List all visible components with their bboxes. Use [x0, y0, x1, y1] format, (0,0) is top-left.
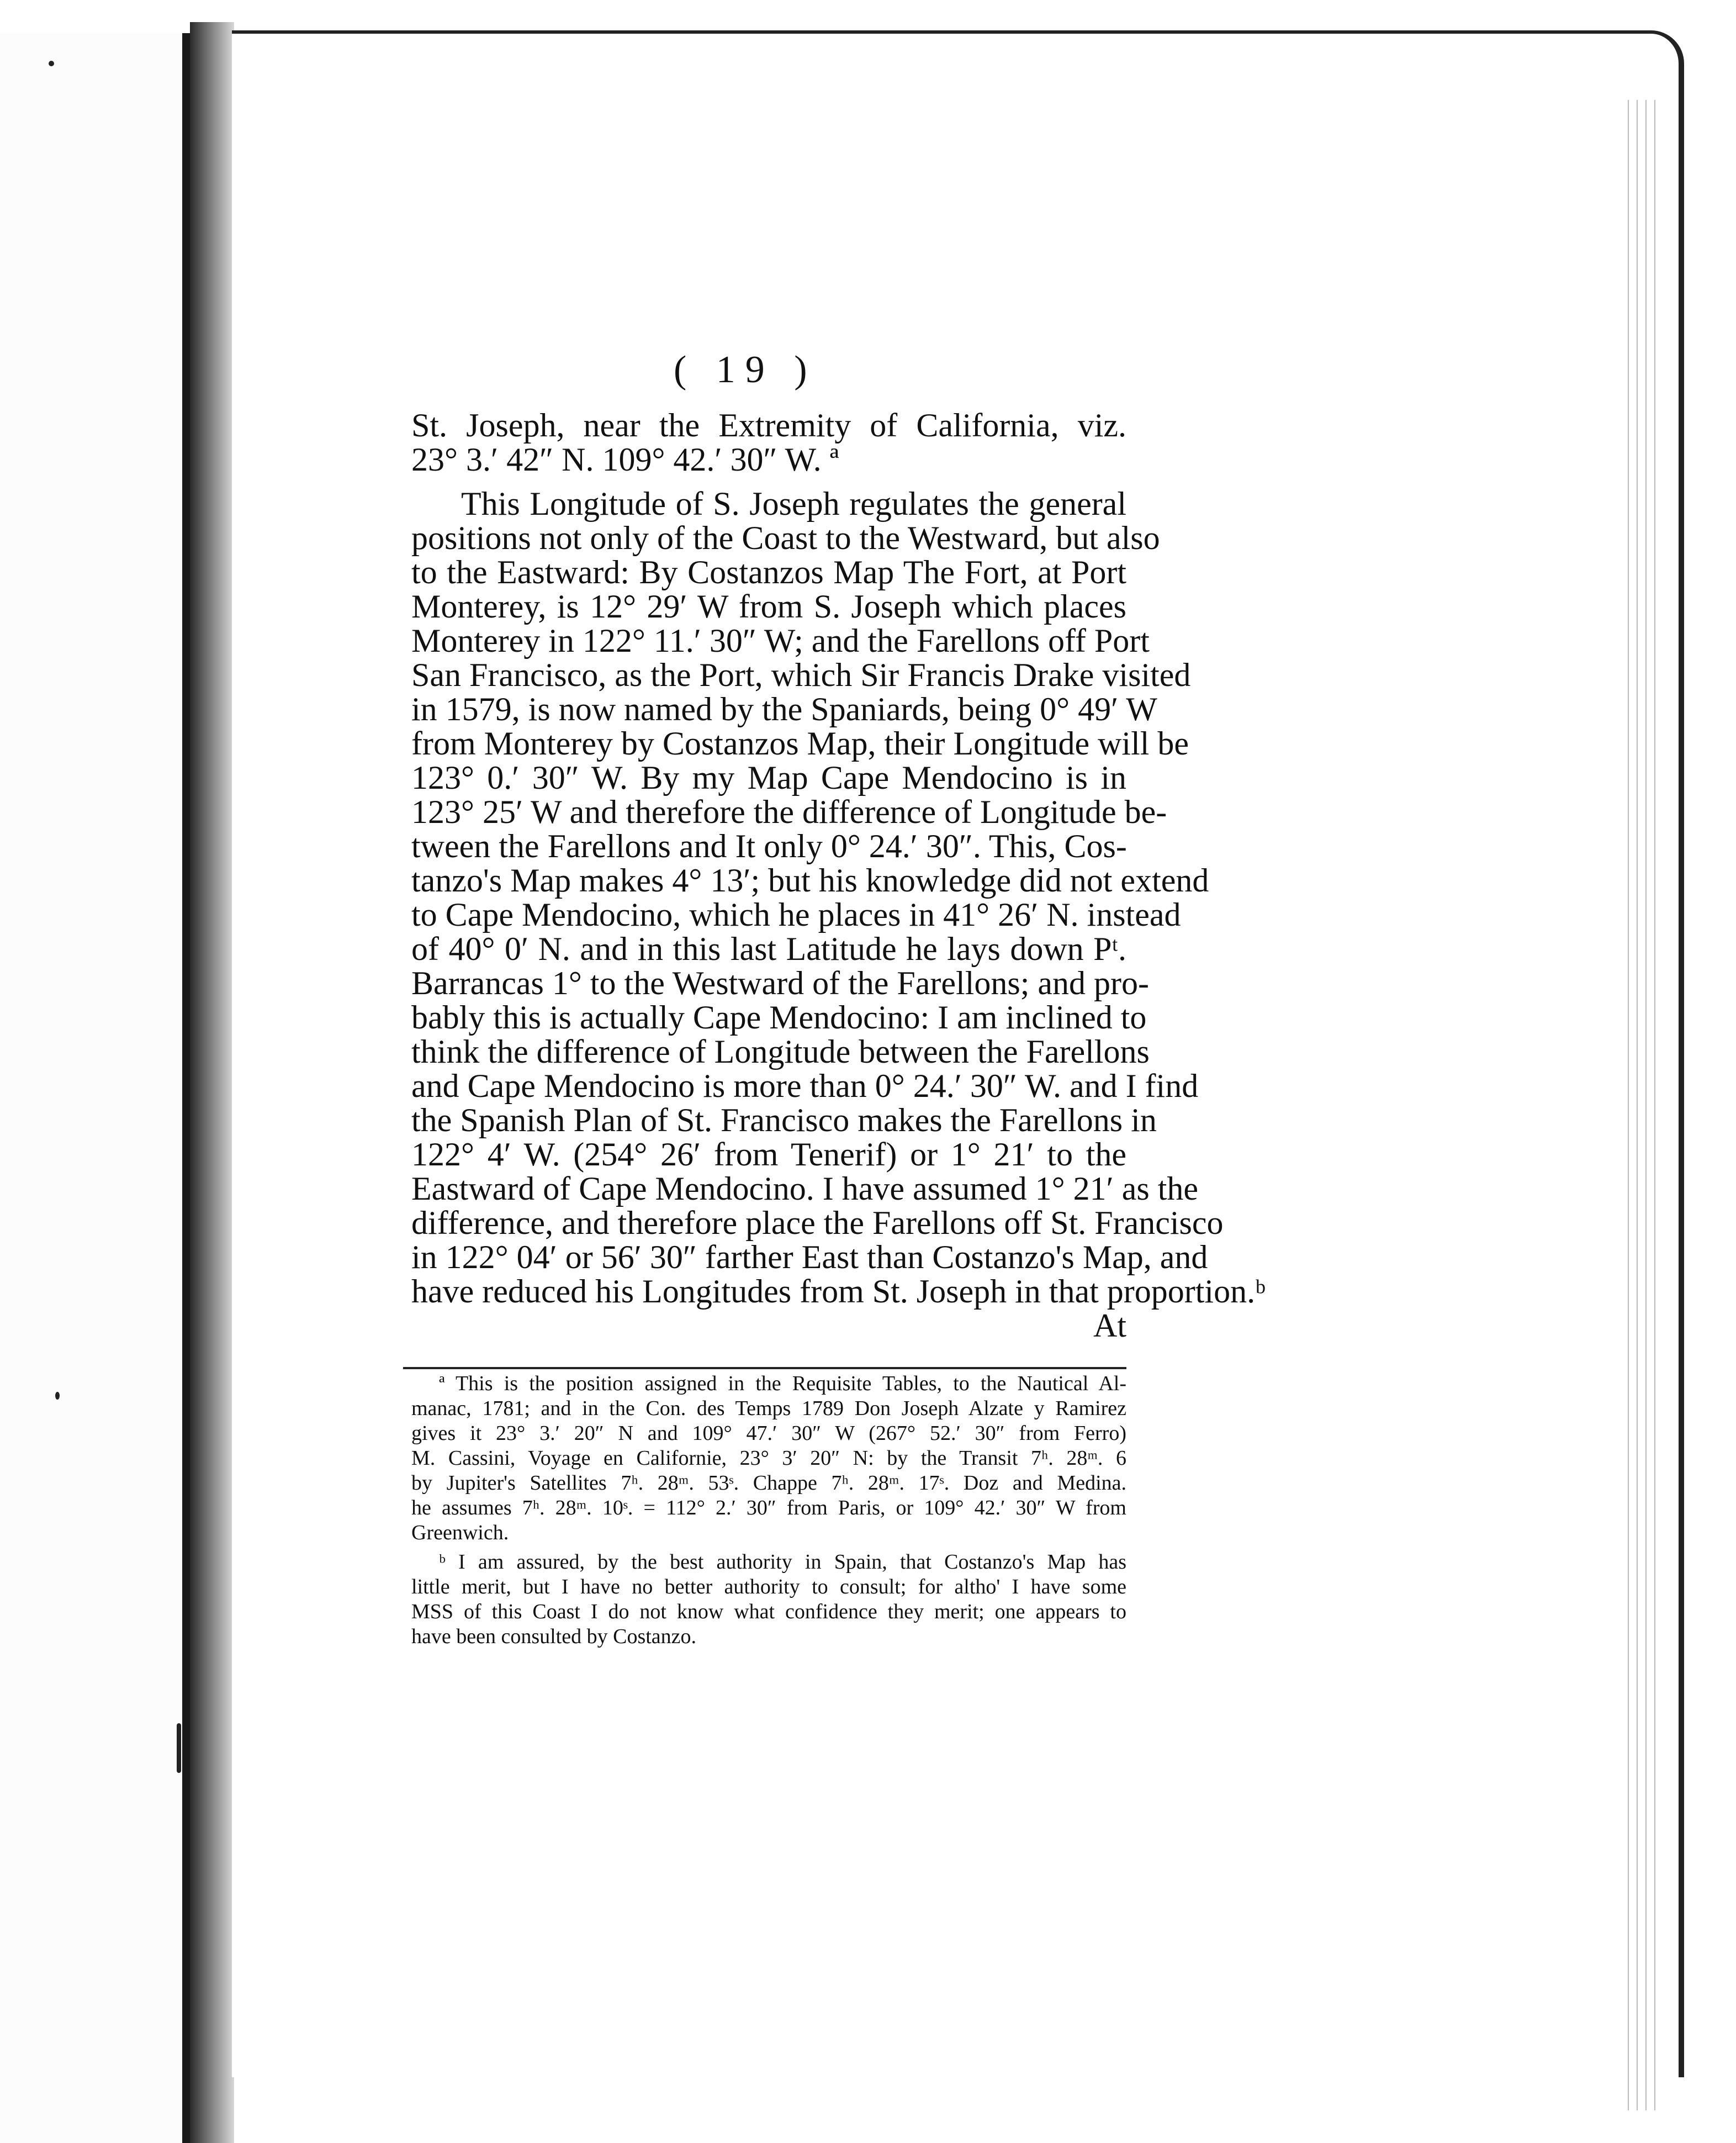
body-line: Barrancas 1° to the Westward of the Farellons; and pro- [411, 965, 1149, 1001]
body-line: in 1579, is now named by the Spaniards, being 0° 49′ W [411, 691, 1157, 727]
body-line: in 122° 04′ or 56′ 30″ farther East than Costanzo's Map, and [411, 1239, 1208, 1275]
body-line: 123° 25′ W and therefore the difference of Longitude be- [411, 794, 1167, 830]
facing-page-edge [0, 33, 190, 2143]
body-line: of 40° 0′ N. and in this last Latitude he lays down Pᵗ. [411, 931, 1126, 967]
body-line: 123° 0.′ 30″ W. By my Map Cape Mendocino is in [411, 759, 1126, 796]
footnote-line: MSS of this Coast I do not know what confidence they merit; one appears to [411, 1600, 1126, 1623]
footnote-line: ᵇ I am assured, by the best authority in Spain, that Costanzo's Map has [439, 1550, 1126, 1574]
body-line: 23° 3.′ 42″ N. 109° 42.′ 30″ W. ª [411, 441, 839, 478]
page-edge-stack [1623, 100, 1656, 2110]
paper-speck [49, 61, 54, 66]
catchword: At [1093, 1307, 1126, 1344]
footnote-line: M. Cassini, Voyage en Californie, 23° 3′ 20″ N: by the Transit 7ʰ. 28ᵐ. 6 [411, 1447, 1126, 1470]
body-line: think the difference of Longitude between the Farellons [411, 1033, 1150, 1070]
book-gutter [190, 22, 234, 2143]
body-line: tween the Farellons and It only 0° 24.′ 30″. This, Cos- [411, 828, 1127, 864]
paper-speck [177, 1723, 181, 1773]
body-line: bably this is actually Cape Mendocino: I am inclined to [411, 999, 1147, 1036]
footnote-rule [403, 1367, 1126, 1369]
body-line: 122° 4′ W. (254° 26′ from Tenerif) or 1° 21′ to the [411, 1136, 1126, 1173]
page-number: ( 19 ) [674, 349, 817, 391]
footnote-line: ª This is the position assigned in the Requisite Tables, to the Nautical Al- [439, 1372, 1126, 1395]
footnote-line: little merit, but I have no better authority to consult; for altho' I have some [411, 1575, 1126, 1598]
body-line: the Spanish Plan of St. Francisco makes the Farellons in [411, 1102, 1157, 1138]
footnote-line: have been consulted by Costanzo. [411, 1625, 697, 1648]
body-line: have reduced his Longitudes from St. Joseph in that proportion.ᵇ [411, 1273, 1266, 1310]
footnote-line: manac, 1781; and in the Con. des Temps 1789 Don Joseph Alzate y Ramirez [411, 1397, 1126, 1420]
body-line: to Cape Mendocino, which he places in 41° 26′ N. instead [411, 896, 1181, 933]
footnote-line: he assumes 7ʰ. 28ᵐ. 10ˢ. = 112° 2.′ 30″ from Paris, or 109° 42.′ 30″ W from [411, 1496, 1126, 1519]
footnote-line: by Jupiter's Satellites 7ʰ. 28ᵐ. 53ˢ. Chappe 7ʰ. 28ᵐ. 17ˢ. Doz and Medina. [411, 1471, 1126, 1495]
body-line: San Francisco, as the Port, which Sir Francis Drake visited [411, 657, 1191, 693]
footnote-line: Greenwich. [411, 1521, 509, 1544]
body-line: Eastward of Cape Mendocino. I have assumed 1° 21′ as the [411, 1170, 1199, 1207]
body-line: to the Eastward: By Costanzos Map The Fort, at Port [411, 554, 1126, 590]
body-line: St. Joseph, near the Extremity of California, viz. [411, 407, 1126, 444]
body-line: difference, and therefore place the Farellons off St. Francisco [411, 1205, 1224, 1241]
body-line: Monterey, is 12° 29′ W from S. Joseph which places [411, 588, 1126, 625]
footnote-line: gives it 23° 3.′ 20″ N and 109° 47.′ 30″ W (267° 52.′ 30″ from Ferro) [411, 1422, 1126, 1445]
body-line: Monterey in 122° 11.′ 30″ W; and the Farellons off Port [411, 622, 1150, 659]
body-line: from Monterey by Costanzos Map, their Longitude will be [411, 725, 1189, 762]
body-line: tanzo's Map makes 4° 13′; but his knowledge did not extend [411, 862, 1209, 899]
body-line: and Cape Mendocino is more than 0° 24.′ 30″ W. and I find [411, 1068, 1199, 1104]
body-line: This Longitude of S. Joseph regulates the general [461, 485, 1126, 522]
paper-speck [55, 1392, 60, 1400]
body-line: positions not only of the Coast to the Westward, but also [411, 520, 1160, 556]
